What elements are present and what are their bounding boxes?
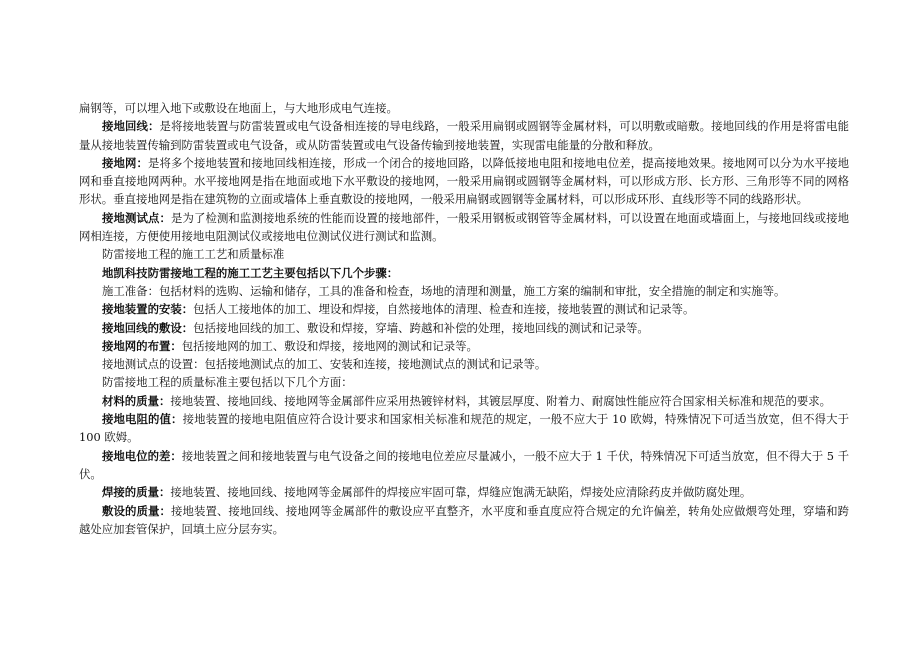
paragraph-text: 接地装置之间和接地装置与电气设备之间的接地电位差应尽量减小，一般不应大于 1 千伏，特殊情况下可适当放宽，但不得大于 5 千伏。 bbox=[79, 448, 849, 481]
paragraph bbox=[79, 355, 849, 373]
paragraph bbox=[79, 483, 849, 501]
paragraph-text: 接地测试点的设置：包括接地测试点的加工、安装和连接，接地测试点的测试和记录等。 bbox=[102, 357, 547, 372]
paragraph-text: 包括人工接地体的加工、埋设和焊接，自然接地体的清理、检查和连接，接地装置的测试和记录等。 bbox=[193, 302, 695, 317]
paragraph bbox=[79, 410, 849, 447]
paragraph-text: 防雷接地工程的质量标准主要包括以下几个方面： bbox=[102, 375, 353, 390]
paragraph-text: 是将接地装置与防雷装置或电气设备相连接的导电线路，一般采用扁钢或圆钢等金属材料，可以明敷或暗敷。接地回线的作用是将雷电能量从接地装置传输到防雷装置或电气设备，或从防雷装置或电气设备传输到接地装置，实现雷电能量的分散和释放。 bbox=[79, 119, 849, 152]
paragraph bbox=[79, 264, 849, 282]
paragraph bbox=[79, 319, 849, 337]
paragraph-text: 接地装置、接地回线、接地网等金属部件的焊接应牢固可靠，焊缝应饱满无缺陷，焊接处应清除药皮并做防腐处理。 bbox=[170, 485, 752, 500]
paragraph-bold-lead: 接地网的布置： bbox=[102, 338, 182, 353]
paragraph-text: 是为了检测和监测接地系统的性能而设置的接地部件，一般采用钢板或钢管等金属材料，可以设置在地面或墙面上，与接地回线或接地网相连接，方便使用接地电阻测试仪或接地电位测试仪进行测试和监测。 bbox=[79, 210, 849, 244]
paragraph-bold-lead: 接地网： bbox=[102, 155, 148, 170]
document-body bbox=[79, 99, 849, 538]
paragraph-bold-lead: 材料的质量： bbox=[102, 393, 171, 408]
paragraph-text: 扁钢等，可以埋入地下或敷设在地面上，与大地形成电气连接。 bbox=[79, 101, 398, 115]
paragraph-text: 接地装置、接地回线、接地网等金属部件应采用热镀锌材料，其镀层厚度、附着力、耐腐蚀性能应符合国家相关标准和规范的要求。 bbox=[170, 393, 832, 408]
paragraph-text: 接地装置、接地回线、接地网等金属部件的敷设应平直整齐，水平度和垂直度应符合规定的允许偏差，转角处应做煨弯处理，穿墙和跨越处应加套管保护，回填土应分层夯实。 bbox=[79, 503, 849, 536]
paragraph-text: 包括接地回线的加工、敷设和焊接，穿墙、跨越和补偿的处理，接地回线的测试和记录等。 bbox=[193, 320, 649, 335]
paragraph bbox=[79, 300, 849, 318]
paragraph-bold-lead: 接地电阻的值： bbox=[102, 412, 183, 427]
paragraph bbox=[79, 337, 849, 355]
paragraph-bold-lead: 焊接的质量： bbox=[102, 485, 171, 500]
paragraph bbox=[79, 502, 849, 539]
paragraph bbox=[79, 392, 849, 410]
section-heading bbox=[79, 245, 849, 263]
paragraph bbox=[79, 117, 849, 154]
paragraph-bold-lead: 敷设的质量： bbox=[102, 503, 171, 518]
paragraph-bold-lead: 接地电位的差： bbox=[102, 448, 182, 463]
paragraph bbox=[79, 373, 849, 391]
paragraph-text: 防雷接地工程的施工工艺和质量标准 bbox=[102, 247, 285, 262]
paragraph bbox=[79, 282, 849, 300]
paragraph bbox=[79, 209, 849, 246]
paragraph-text: 接地装置的接地电阻值应符合设计要求和国家相关标准和规范的规定，一般不应大于 10 欧姆，特殊情况下可适当放宽，但不得大于 100 欧姆。 bbox=[79, 412, 849, 445]
paragraph-text: 包括接地网的加工、敷设和焊接，接地网的测试和记录等。 bbox=[181, 338, 478, 353]
paragraph-bold-lead: 接地装置的安装： bbox=[102, 302, 194, 317]
paragraph-text: 是将多个接地装置和接地回线相连接，形成一个闭合的接地回路，以降低接地电阻和接地电位差，提高接地效果。接地网可以分为水平接地网和垂直接地网两种。水平接地网是指在地面或地下水平敷设的接地网，一般采用扁钢或圆钢等金属材料，可以形成方形、长方形、三角形等不同的网格形状。垂直接地网是指在建筑物的立面或墙体上垂直敷设的接地网，一般采用扁钢或圆钢等金属材料，可以形成环形、直线形等不同的线路形状。 bbox=[79, 155, 849, 207]
paragraph-bold-lead: 地凯科技防雷接地工程的施工工艺主要包括以下几个步骤： bbox=[102, 265, 399, 280]
paragraph-bold-lead: 接地回线： bbox=[102, 119, 160, 134]
paragraph bbox=[79, 154, 849, 209]
paragraph-bold-lead: 接地回线的敷设： bbox=[102, 320, 194, 335]
paragraph bbox=[79, 447, 849, 484]
paragraph bbox=[79, 99, 849, 117]
paragraph-bold-lead: 接地测试点： bbox=[102, 210, 171, 225]
paragraph-text: 施工准备：包括材料的选购、运输和储存，工具的准备和检查，场地的清理和测量，施工方案的编制和审批，安全措施的制定和实施等。 bbox=[102, 283, 786, 298]
